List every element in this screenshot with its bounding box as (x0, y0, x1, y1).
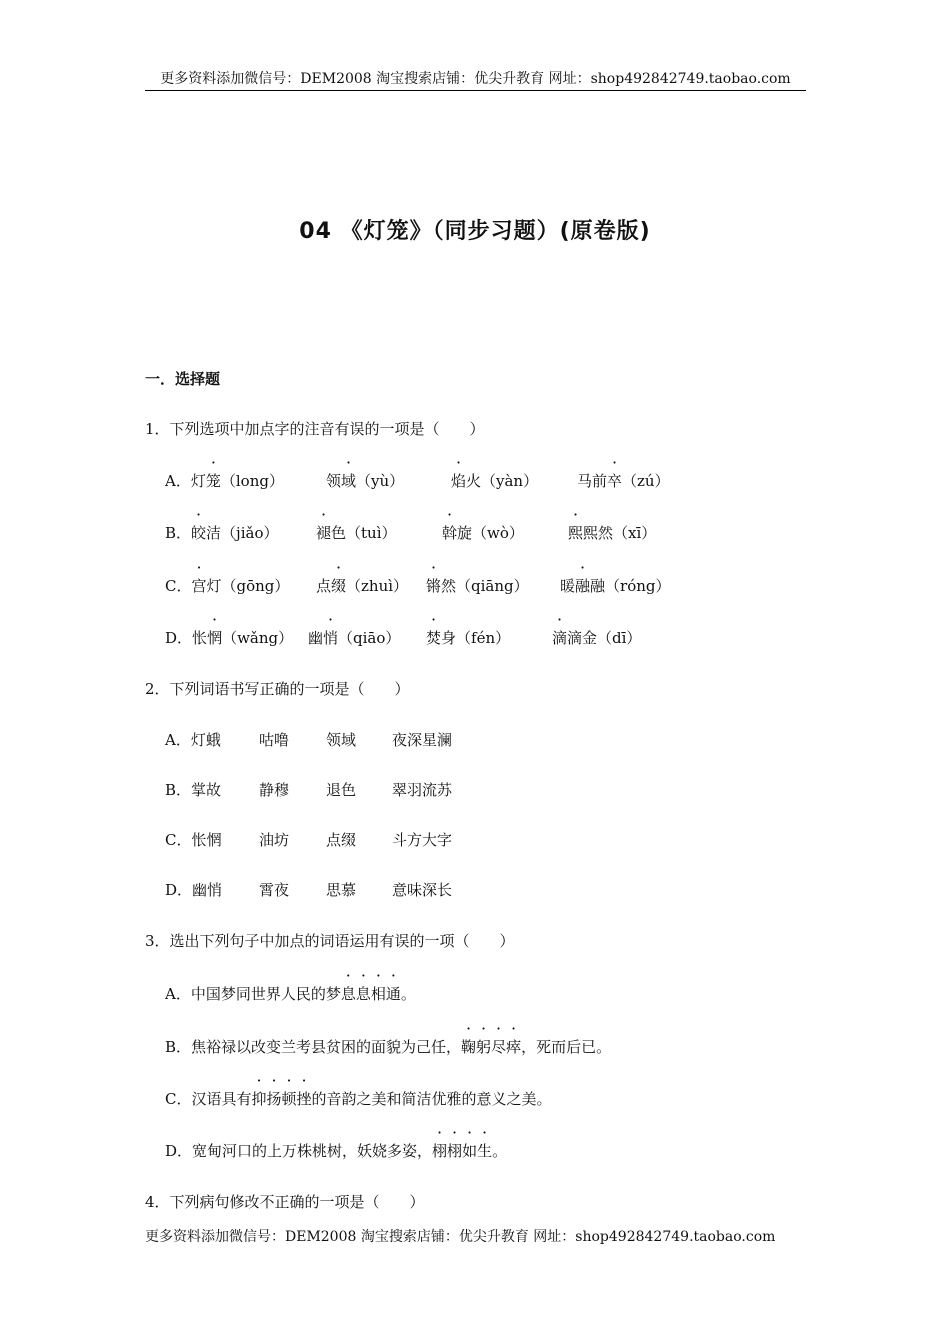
q3-option-c (165, 1088, 552, 1109)
q2-b-word-2: 静穆 (259, 781, 290, 799)
q2-d-word-3: 思慕 (326, 881, 357, 899)
option-text: 的音韵之美和简洁优雅的意义之美。 (311, 1090, 552, 1108)
question-3-stem: 3．选出下列句子中加点的词语运用有误的一项（ ） (145, 932, 515, 950)
dotted-char: 如 (462, 1142, 478, 1160)
option-text: 领 (326, 472, 342, 490)
q2-c-word-3: 点缀 (326, 831, 357, 849)
option-text: 然（qiāng） (441, 577, 529, 595)
dotted-char: 瘁 (506, 1038, 522, 1056)
option-text: （wǎng） (222, 629, 294, 647)
q2-d-word-2: 霄夜 (259, 881, 290, 899)
q1-option-c (165, 575, 289, 596)
q2-a-word-3: 领域 (326, 731, 357, 749)
dotted-phrase (251, 1088, 311, 1109)
q1-a-item-4 (577, 470, 670, 491)
dotted-phrase (341, 983, 401, 1004)
option-text: 熙然（xī） (583, 524, 657, 542)
option-label: A． (165, 472, 191, 490)
dotted-char: 锵 (426, 577, 442, 595)
page-title: 04 《灯笼》（同步习题）(原卷版) (299, 219, 651, 244)
dotted-char: 息 (340, 985, 356, 1003)
q2-c-word-2: 油坊 (259, 831, 290, 849)
dotted-char: 抑 (251, 1090, 267, 1108)
q2-c-word-4: 斗方大字 (392, 831, 453, 849)
dotted-char: 焚 (426, 629, 442, 647)
dotted-char: 躬 (476, 1038, 492, 1056)
dotted-char: 生 (477, 1142, 493, 1160)
q1-c-item-4 (560, 575, 671, 596)
dotted-char: 焰 (451, 472, 467, 490)
option-text: ，死而后已。 (521, 1038, 612, 1056)
dotted-char: 栩 (432, 1142, 448, 1160)
option-text: A．中国梦同世界人民的梦 (165, 985, 341, 1003)
dotted-char: 鞠 (461, 1038, 477, 1056)
q2-option-c: C．怅惘 (165, 831, 222, 849)
q1-b-item-3 (442, 522, 524, 543)
dotted-char: 尽 (491, 1038, 507, 1056)
dotted-char: 融 (575, 577, 591, 595)
dotted-char: 笼 (205, 472, 221, 490)
q3-option-d (165, 1140, 507, 1161)
dotted-char: 熙 (568, 524, 584, 542)
dotted-char: 顿 (281, 1090, 297, 1108)
q2-b-word-4: 翠羽流苏 (392, 781, 453, 799)
dotted-char: 卒 (607, 472, 623, 490)
dotted-char: 褪 (316, 524, 332, 542)
q1-option-b (165, 522, 278, 543)
page-footer: 更多资料添加微信号：DEM2008 淘宝搜索店铺：优尖升教育 网址：shop492842749.taobao.com (145, 1229, 776, 1245)
dotted-char: 悄 (323, 629, 339, 647)
page-header: 更多资料添加微信号：DEM2008 淘宝搜索店铺：优尖升教育 网址：shop492842749.taobao.com (145, 70, 806, 91)
q1-option-a (165, 470, 284, 491)
q3-option-b (165, 1036, 611, 1057)
q1-d-item-2 (308, 627, 400, 648)
q1-b-item-2 (316, 522, 397, 543)
option-text: 。 (492, 1142, 508, 1160)
option-text: B．焦裕禄以改变兰考县贫困的面貌为己任， (165, 1038, 462, 1056)
dotted-phrase (432, 1140, 492, 1161)
option-text: （qiāo） (338, 629, 401, 647)
option-label: D． (165, 629, 193, 647)
question-1-stem: 1．下列选项中加点字的注音有误的一项是（ ） (145, 420, 485, 438)
option-text: 滴金（dī） (567, 629, 642, 647)
dotted-char: 皎 (191, 524, 207, 542)
q1-option-d (165, 627, 293, 648)
option-text: （yù） (356, 472, 405, 490)
option-text: D．宽甸河口的上万株桃树，妖娆多姿， (165, 1142, 433, 1160)
q2-option-b: B．掌故 (165, 781, 222, 799)
q2-d-word-4: 意味深长 (392, 881, 453, 899)
option-text: （zú） (622, 472, 670, 490)
option-text: （zhuì） (346, 577, 409, 595)
option-text: 旋（wò） (457, 524, 524, 542)
q2-option-a: A．灯蛾 (165, 731, 221, 749)
option-text: 幽 (308, 629, 324, 647)
dotted-char: 息 (355, 985, 371, 1003)
dotted-char: 栩 (447, 1142, 463, 1160)
q2-a-word-2: 咕噜 (259, 731, 290, 749)
q1-a-item-2 (326, 470, 404, 491)
option-text: 灯（gōng） (206, 577, 290, 595)
option-text: 火（yàn） (466, 472, 539, 490)
q1-a-item-3 (451, 470, 538, 491)
dotted-char: 扬 (266, 1090, 282, 1108)
dotted-char: 宫 (191, 577, 207, 595)
dotted-char: 斡 (442, 524, 458, 542)
dotted-char: 域 (341, 472, 357, 490)
q2-a-word-4: 夜深星澜 (392, 731, 453, 749)
q1-d-item-4 (552, 627, 641, 648)
dotted-char: 惘 (207, 629, 223, 647)
q2-option-d: D．幽悄 (165, 881, 223, 899)
q1-c-item-2 (316, 575, 408, 596)
option-text: 点 (316, 577, 332, 595)
question-4-stem: 4．下列病句修改不正确的一项是（ ） (145, 1193, 425, 1211)
dotted-phrase (461, 1036, 521, 1057)
option-text: 马前 (577, 472, 608, 490)
dotted-char: 挫 (296, 1090, 312, 1108)
option-text: 融（róng） (590, 577, 671, 595)
question-2-stem: 2．下列词语书写正确的一项是（ ） (145, 680, 410, 698)
option-text: 灯 (190, 472, 206, 490)
q2-b-word-3: 退色 (326, 781, 357, 799)
dotted-char: 缀 (331, 577, 347, 595)
option-text: 洁（jiǎo） (206, 524, 279, 542)
option-text: 。 (400, 985, 416, 1003)
q1-c-item-3 (426, 575, 529, 596)
q1-d-item-3 (426, 627, 510, 648)
dotted-char: 通 (385, 985, 401, 1003)
q1-b-item-4 (568, 522, 656, 543)
option-label: C． (165, 577, 192, 595)
option-text: （long） (220, 472, 284, 490)
option-text: C．汉语具有 (165, 1090, 252, 1108)
dotted-char: 相 (370, 985, 386, 1003)
option-text: 暖 (560, 577, 576, 595)
option-text: 身（fén） (441, 629, 511, 647)
option-label: B． (165, 524, 192, 542)
q3-option-a (165, 983, 416, 1004)
option-text: 怅 (192, 629, 208, 647)
dotted-char: 滴 (552, 629, 568, 647)
section-heading: 一．选择题 (145, 370, 221, 388)
option-text: 色（tuì） (331, 524, 397, 542)
